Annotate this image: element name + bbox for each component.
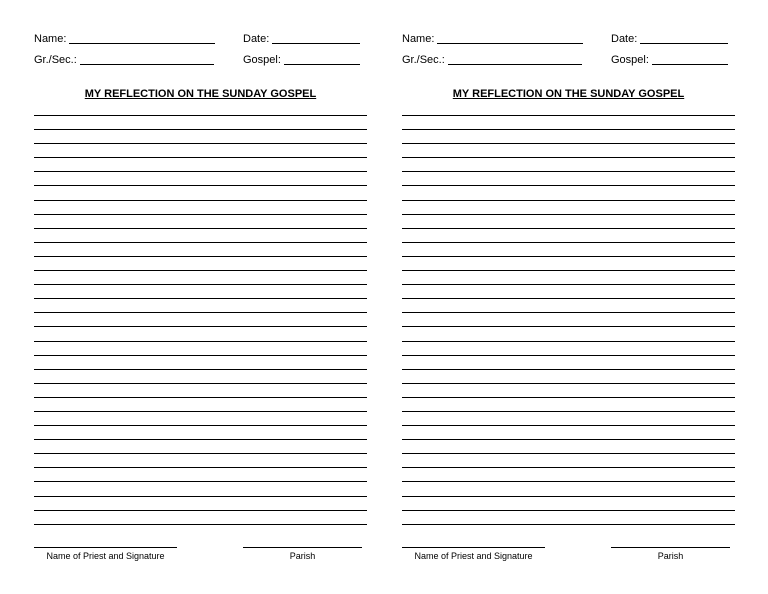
writing-line[interactable] bbox=[402, 467, 735, 481]
writing-line[interactable] bbox=[34, 524, 367, 538]
grade-section-blank[interactable] bbox=[448, 55, 582, 65]
writing-lines[interactable] bbox=[34, 115, 367, 538]
writing-line[interactable] bbox=[34, 467, 367, 481]
name-label: Name: bbox=[34, 33, 67, 45]
priest-signature bbox=[402, 547, 545, 562]
reflection-form-left bbox=[34, 0, 369, 594]
date-field[interactable] bbox=[243, 33, 360, 46]
date-label: Date: bbox=[611, 33, 638, 45]
writing-line[interactable] bbox=[402, 453, 735, 467]
writing-line[interactable] bbox=[34, 425, 367, 439]
writing-line[interactable] bbox=[34, 129, 367, 143]
parish-signature bbox=[243, 547, 362, 562]
writing-line[interactable] bbox=[402, 129, 735, 143]
gospel-field[interactable] bbox=[243, 54, 360, 67]
writing-line[interactable] bbox=[34, 453, 367, 467]
parish-line[interactable] bbox=[611, 547, 730, 548]
writing-line[interactable] bbox=[34, 510, 367, 524]
writing-line[interactable] bbox=[34, 284, 367, 298]
writing-line[interactable] bbox=[402, 326, 735, 340]
writing-line[interactable] bbox=[34, 157, 367, 171]
date-field[interactable] bbox=[611, 33, 728, 46]
writing-line[interactable] bbox=[402, 143, 735, 157]
writing-line[interactable] bbox=[34, 326, 367, 340]
writing-line[interactable] bbox=[402, 439, 735, 453]
writing-line[interactable] bbox=[34, 355, 367, 369]
writing-lines[interactable] bbox=[402, 115, 735, 538]
writing-line[interactable] bbox=[34, 185, 367, 199]
writing-line[interactable] bbox=[34, 298, 367, 312]
writing-line[interactable] bbox=[34, 341, 367, 355]
reflection-form-right bbox=[402, 0, 737, 594]
writing-line[interactable] bbox=[402, 256, 735, 270]
writing-line[interactable] bbox=[402, 510, 735, 524]
writing-line[interactable] bbox=[34, 481, 367, 495]
priest-signature bbox=[34, 547, 177, 562]
writing-line[interactable] bbox=[34, 397, 367, 411]
parish-line[interactable] bbox=[243, 547, 362, 548]
grade-section-label: Gr./Sec.: bbox=[402, 54, 445, 66]
gospel-blank[interactable] bbox=[284, 55, 360, 65]
name-blank[interactable] bbox=[69, 34, 215, 44]
date-label: Date: bbox=[243, 33, 270, 45]
writing-line[interactable] bbox=[402, 411, 735, 425]
writing-line[interactable] bbox=[402, 524, 735, 538]
writing-line[interactable] bbox=[402, 214, 735, 228]
writing-line[interactable] bbox=[402, 383, 735, 397]
writing-line[interactable] bbox=[402, 425, 735, 439]
gospel-field[interactable] bbox=[611, 54, 728, 67]
writing-line[interactable] bbox=[34, 369, 367, 383]
writing-line[interactable] bbox=[402, 284, 735, 298]
writing-line[interactable] bbox=[402, 341, 735, 355]
writing-line[interactable] bbox=[34, 214, 367, 228]
writing-line[interactable] bbox=[402, 481, 735, 495]
grade-section-field[interactable] bbox=[402, 54, 582, 67]
priest-signature-line[interactable] bbox=[34, 547, 177, 548]
grade-section-label: Gr./Sec.: bbox=[34, 54, 77, 66]
writing-line[interactable] bbox=[402, 397, 735, 411]
writing-line[interactable] bbox=[402, 157, 735, 171]
name-blank[interactable] bbox=[437, 34, 583, 44]
writing-line[interactable] bbox=[402, 496, 735, 510]
writing-line[interactable] bbox=[34, 228, 367, 242]
writing-line[interactable] bbox=[34, 256, 367, 270]
parish-signature bbox=[611, 547, 730, 562]
form-title: MY REFLECTION ON THE SUNDAY GOSPEL bbox=[452, 88, 685, 100]
writing-line[interactable] bbox=[402, 200, 735, 214]
gospel-label: Gospel: bbox=[243, 54, 281, 66]
writing-line[interactable] bbox=[402, 369, 735, 383]
gospel-blank[interactable] bbox=[652, 55, 728, 65]
priest-signature-label: Name of Priest and Signature bbox=[414, 551, 533, 561]
grade-section-field[interactable] bbox=[34, 54, 214, 67]
writing-line[interactable] bbox=[402, 298, 735, 312]
writing-line[interactable] bbox=[402, 228, 735, 242]
parish-label: Parish bbox=[657, 551, 684, 561]
writing-line[interactable] bbox=[34, 312, 367, 326]
writing-line[interactable] bbox=[34, 171, 367, 185]
writing-line[interactable] bbox=[34, 439, 367, 453]
name-label: Name: bbox=[402, 33, 435, 45]
priest-signature-label: Name of Priest and Signature bbox=[46, 551, 165, 561]
name-field[interactable] bbox=[34, 33, 215, 46]
date-blank[interactable] bbox=[272, 34, 360, 44]
writing-line[interactable] bbox=[402, 115, 735, 129]
writing-line[interactable] bbox=[34, 270, 367, 284]
writing-line[interactable] bbox=[402, 171, 735, 185]
writing-line[interactable] bbox=[34, 496, 367, 510]
writing-line[interactable] bbox=[402, 355, 735, 369]
parish-label: Parish bbox=[289, 551, 316, 561]
date-blank[interactable] bbox=[640, 34, 728, 44]
writing-line[interactable] bbox=[402, 242, 735, 256]
gospel-label: Gospel: bbox=[611, 54, 649, 66]
priest-signature-line[interactable] bbox=[402, 547, 545, 548]
writing-line[interactable] bbox=[34, 115, 367, 129]
writing-line[interactable] bbox=[34, 411, 367, 425]
writing-line[interactable] bbox=[402, 270, 735, 284]
writing-line[interactable] bbox=[34, 383, 367, 397]
writing-line[interactable] bbox=[402, 312, 735, 326]
grade-section-blank[interactable] bbox=[80, 55, 214, 65]
writing-line[interactable] bbox=[34, 200, 367, 214]
writing-line[interactable] bbox=[34, 143, 367, 157]
name-field[interactable] bbox=[402, 33, 583, 46]
writing-line[interactable] bbox=[34, 242, 367, 256]
writing-line[interactable] bbox=[402, 185, 735, 199]
form-title: MY REFLECTION ON THE SUNDAY GOSPEL bbox=[84, 88, 317, 100]
